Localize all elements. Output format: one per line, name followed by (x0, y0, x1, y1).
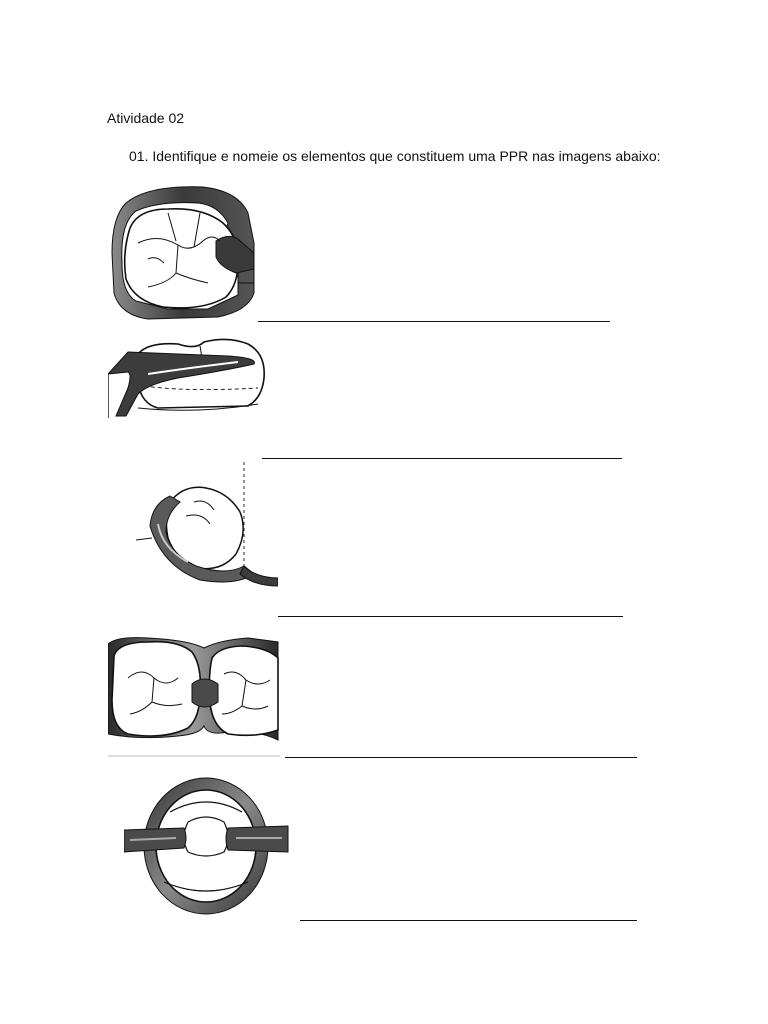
answer-line-3[interactable] (278, 616, 623, 617)
activity-title: Atividade 02 (107, 110, 185, 126)
answer-line-2[interactable] (262, 458, 622, 459)
answer-line-5[interactable] (300, 920, 637, 921)
rest-proximal-view-illustration (136, 462, 278, 594)
question-text: 01. Identifique e nomeie os elementos que constituem uma PPR nas imagens abaixo: (129, 148, 661, 164)
clasp-arm-side-view-illustration (108, 334, 268, 418)
ring-clasp-illustration (124, 772, 296, 920)
embrasure-rest-two-teeth-illustration (108, 622, 280, 758)
clasp-occlusal-view-illustration (108, 183, 258, 323)
answer-line-1[interactable] (258, 321, 610, 322)
answer-line-4[interactable] (285, 757, 637, 758)
